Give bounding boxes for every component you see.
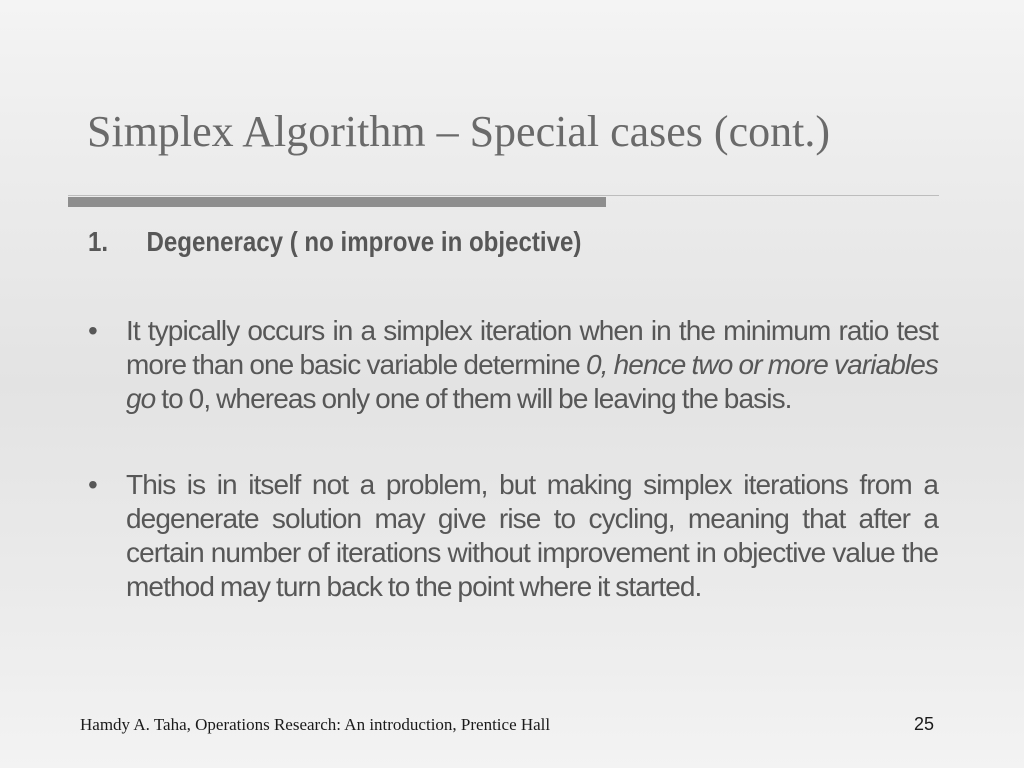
section-heading-text: Degeneracy ( no improve in objective) (146, 226, 582, 257)
title-divider-line (68, 195, 939, 196)
bullet-text-part: to 0, whereas only one of them will be leaving the basis. (155, 383, 792, 414)
page-number: 25 (914, 714, 935, 734)
section-heading (88, 224, 819, 260)
bullet-text-part: It typically occurs in a simplex iteration when in the minimum ratio test more than one basic variable determine (126, 315, 938, 380)
footer-credit: Hamdy A. Taha, Operations Research: An introduction, Prentice Hall (80, 715, 551, 734)
bullet-text-italic: 0, hence two or more variables go (126, 349, 939, 414)
section-number: 1. (88, 226, 109, 257)
bullet-item-cycling (88, 468, 938, 604)
bullet-icon: • (88, 469, 97, 500)
bullet-item-degeneracy-occurrence (88, 314, 938, 416)
slide-content (88, 224, 938, 604)
title-divider-bar (68, 197, 606, 207)
bullet-icon: • (88, 315, 97, 346)
bullet-text: This is in itself not a problem, but making simplex iterations from a degenerate solution may give rise to cycling, meaning that after a certain number of iterations without improvement in objective value the method may turn back to the point where it started. (126, 469, 938, 602)
slide-title: Simplex Algorithm – Special cases (cont.) (87, 107, 830, 156)
